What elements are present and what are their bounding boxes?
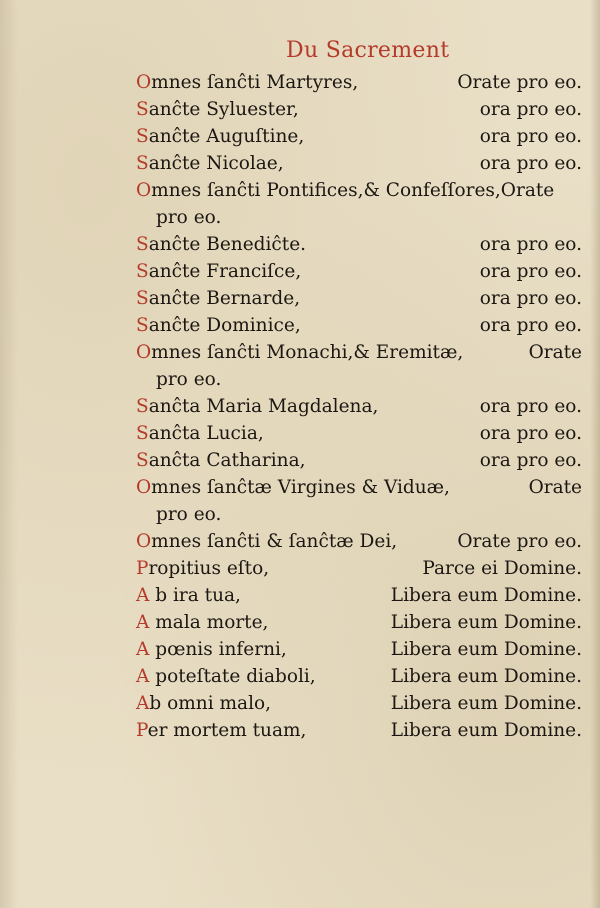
line-response: Libera eum Domine. <box>390 693 582 714</box>
litany-line <box>136 690 582 718</box>
litany-line <box>136 312 582 340</box>
line-response: ora pro eo. <box>479 234 582 255</box>
line-response: Parce ei Domine. <box>422 558 582 579</box>
line-left-text: mnes ſanĉti Martyres, <box>151 72 359 93</box>
rubricated-initial: S <box>136 288 149 309</box>
rubricated-initial: O <box>136 477 152 498</box>
line-response: Orate <box>528 342 582 363</box>
rubricated-initial: P <box>136 720 148 741</box>
line-left-text: anĉte Auguſtine, <box>148 126 305 147</box>
line-left-text: ropitius eſto, <box>148 558 270 579</box>
line-lead <box>136 231 306 259</box>
line-lead <box>136 150 284 178</box>
line-lead <box>136 690 271 718</box>
litany-line <box>136 69 582 97</box>
line-response: Libera eum Domine. <box>390 585 582 606</box>
rubricated-initial: A <box>136 666 150 687</box>
line-lead <box>136 528 397 556</box>
line-response: ora pro eo. <box>479 261 582 282</box>
line-response: ora pro eo. <box>479 315 582 336</box>
litany-line <box>136 177 582 205</box>
rubricated-initial: P <box>136 558 149 579</box>
line-left-text: anĉte Benediĉte. <box>148 234 307 255</box>
litany-line <box>136 582 582 610</box>
line-left-text: mala morte, <box>149 612 269 633</box>
line-left-text: er mortem tuam, <box>147 720 307 741</box>
rubricated-initial: S <box>136 396 149 417</box>
line-continuation-text: pro eo. <box>156 207 222 228</box>
line-response: Libera eum Domine. <box>390 666 582 687</box>
litany-line <box>136 663 582 691</box>
litany-continuation-line <box>136 204 582 232</box>
rubricated-initial: S <box>136 315 149 336</box>
line-response: ora pro eo. <box>479 423 582 444</box>
line-response: Orate pro eo. <box>457 531 582 552</box>
line-left-text: anĉte Dominice, <box>148 315 301 336</box>
line-lead <box>136 582 241 610</box>
rubricated-initial: S <box>136 423 149 444</box>
rubricated-initial: A <box>136 612 150 633</box>
line-response: ora pro eo. <box>479 153 582 174</box>
line-response: ora pro eo. <box>479 450 582 471</box>
line-response: Libera eum Domine. <box>390 639 582 660</box>
litany-line <box>136 717 582 745</box>
line-lead <box>136 96 299 124</box>
line-lead <box>136 69 358 97</box>
line-lead <box>136 258 301 286</box>
line-lead <box>136 663 316 691</box>
line-left-text: anĉte Franciſce, <box>148 261 302 282</box>
line-response: Libera eum Domine. <box>390 612 582 633</box>
line-lead <box>136 420 264 448</box>
litany-line <box>136 474 582 502</box>
page-edge-shadow <box>590 0 600 908</box>
rubricated-initial: S <box>136 261 149 282</box>
line-left-text: anĉta Lucia, <box>148 423 264 444</box>
line-left-text: pœnis inferni, <box>149 639 287 660</box>
rubricated-initial: A <box>136 585 150 606</box>
line-lead <box>136 285 300 313</box>
litany-line <box>136 96 582 124</box>
rubricated-initial: S <box>136 99 149 120</box>
line-lead <box>136 447 306 475</box>
line-lead <box>136 609 268 637</box>
line-left-text: anĉte Nicolae, <box>148 153 284 174</box>
litany-line <box>136 528 582 556</box>
litany-line <box>136 285 582 313</box>
rubricated-initial: S <box>136 450 149 471</box>
line-continuation-text: pro eo. <box>156 369 222 390</box>
line-left-text: mnes ſanĉtæ Virgines & Viduæ, <box>151 477 450 498</box>
running-head: Du Sacrement <box>286 38 450 63</box>
rubricated-initial: S <box>136 234 149 255</box>
line-left-text: b ira tua, <box>149 585 241 606</box>
line-lead <box>136 555 269 583</box>
litany-line <box>136 339 582 367</box>
litany-line <box>136 636 582 664</box>
line-left-text: anĉte Bernarde, <box>148 288 301 309</box>
line-lead <box>136 474 450 502</box>
line-lead <box>136 339 463 367</box>
line-continuation-text: pro eo. <box>156 504 222 525</box>
line-left-text: anĉta Maria Magdalena, <box>148 396 379 417</box>
litany-line <box>136 258 582 286</box>
line-lead <box>136 123 304 151</box>
litany-line <box>136 420 582 448</box>
line-left-text: mnes ſanĉti & ſanĉtæ Dei, <box>151 531 398 552</box>
line-left-text: poteſtate diaboli, <box>149 666 316 687</box>
line-lead <box>136 312 301 340</box>
line-response: Libera eum Domine. <box>390 720 582 741</box>
litany-line <box>136 555 582 583</box>
rubricated-initial: S <box>136 153 149 174</box>
rubricated-initial: O <box>136 531 152 552</box>
litany-line <box>136 150 582 178</box>
litany-continuation-line <box>136 366 582 394</box>
line-left-text: anĉta Catharina, <box>148 450 306 471</box>
rubricated-initial: A <box>136 693 150 714</box>
line-response: ora pro eo. <box>479 99 582 120</box>
line-response: Orate pro eo. <box>457 72 582 93</box>
rubricated-initial: S <box>136 126 149 147</box>
line-left-text: b omni malo, <box>149 693 271 714</box>
line-left-text: mnes ſanĉti Pontifices,& Confeſſores,Orate <box>151 180 555 201</box>
rubricated-initial: O <box>136 180 152 201</box>
line-lead <box>136 177 554 205</box>
rubricated-initial: O <box>136 72 152 93</box>
litany-continuation-line <box>136 501 582 529</box>
litany-line <box>136 231 582 259</box>
line-lead <box>136 717 306 745</box>
line-response: Orate <box>528 477 582 498</box>
line-left-text: mnes ſanĉti Monachi,& Eremitæ, <box>151 342 464 363</box>
litany-line <box>136 123 582 151</box>
litany-line <box>136 393 582 421</box>
rubricated-initial: O <box>136 342 152 363</box>
litany-line <box>136 609 582 637</box>
line-response: ora pro eo. <box>479 288 582 309</box>
rubricated-initial: A <box>136 639 150 660</box>
line-response: ora pro eo. <box>479 396 582 417</box>
line-lead <box>136 636 287 664</box>
litany-line <box>136 447 582 475</box>
line-left-text: anĉte Syluester, <box>148 99 299 120</box>
line-response: ora pro eo. <box>479 126 582 147</box>
line-lead <box>136 393 378 421</box>
